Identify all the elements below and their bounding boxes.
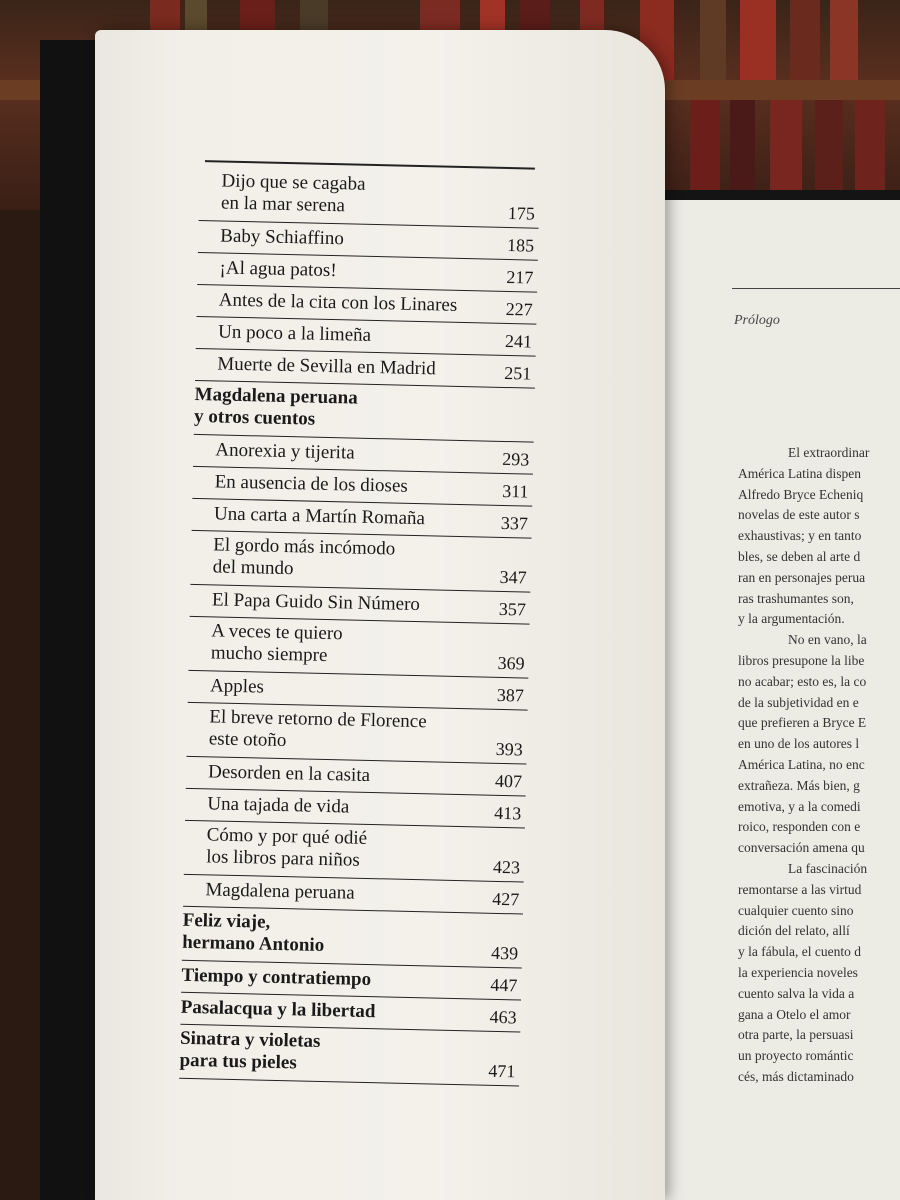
toc-entry-page: 175	[507, 203, 536, 224]
toc-entry-title: Magdalena peruana y otros cuentos	[193, 383, 358, 430]
toc-entry-page: 427	[492, 888, 520, 910]
prologue-line: cuento salva la vida a	[738, 985, 855, 1001]
prologue-line: no acabar; esto es, la co	[738, 673, 867, 689]
toc-entry-title: El Papa Guido Sin Número	[211, 589, 421, 616]
prologue-line: ran en personajes perua	[738, 569, 866, 585]
toc-entry-page: 337	[500, 512, 529, 534]
toc-entry-page: 413	[494, 802, 522, 824]
prologue-line: roico, responden con e	[738, 819, 861, 835]
prologue-line: dición del relato, allí	[738, 923, 850, 939]
toc-entry-title: Una tajada de vida	[207, 793, 350, 818]
prologue-line: de la subjetividad en e	[738, 694, 859, 710]
toc-entry-page: 251	[504, 362, 532, 384]
prologue-line: conversación amena qu	[738, 840, 865, 856]
prologue-line: otra parte, la persuasi	[738, 1027, 854, 1043]
toc-entry-title: En ausencia de los dioses	[214, 471, 409, 497]
toc-entry-title: Feliz viaje, hermano Antonio	[182, 909, 325, 957]
prologue-line: cualquier cuento sino	[738, 902, 854, 918]
prologue-line: exhaustivas; y en tanto	[738, 528, 862, 544]
prologue-line: América Latina dispen	[738, 465, 861, 481]
prologue-line: un proyecto romántic	[738, 1048, 854, 1064]
prologue-line: novelas de este autor s	[738, 507, 860, 523]
toc-entry-page: 227	[505, 298, 533, 320]
toc-entry-page: 439	[490, 942, 519, 964]
toc-entry-title: Magdalena peruana	[205, 879, 355, 904]
prologue-line: La fascinación	[788, 860, 868, 876]
header-rule	[732, 288, 900, 289]
toc-entry-title: Baby Schiaffino	[220, 225, 345, 250]
prologue-text	[738, 443, 900, 1088]
toc-entry-page: 369	[497, 652, 525, 674]
toc-entry	[199, 166, 540, 229]
toc-entry-page: 447	[490, 974, 518, 996]
prologue-line: y la fábula, el cuento d	[738, 944, 861, 960]
toc-entry-page: 471	[488, 1060, 516, 1082]
toc-entry-page: 393	[495, 738, 523, 760]
toc-entry-title: El gordo más incómodo del mundo	[212, 534, 396, 580]
toc-entry	[186, 702, 527, 765]
toc-entry-title: Cómo y por qué odié los libros para niños	[205, 824, 368, 871]
toc-entry-page: 241	[504, 330, 533, 352]
toc-entry-title: Tiempo y contratiempo	[181, 964, 372, 991]
right-page	[660, 200, 900, 1200]
toc-entry-title: Un poco a la limeña	[217, 321, 372, 346]
toc-entry-page: 357	[498, 598, 527, 620]
toc-entry-page: 463	[489, 1006, 517, 1028]
toc-entry-title: Apples	[209, 675, 265, 698]
toc-entry-page: 311	[501, 480, 529, 502]
prologue-line: y la argumentación.	[738, 611, 845, 627]
prologue-line: El extraordinar	[788, 445, 870, 460]
toc-entry-title: Anorexia y tijerita	[215, 439, 355, 464]
prologue-line: en uno de los autores l	[738, 736, 860, 752]
toc-entry-page: 423	[492, 856, 521, 878]
prologue-line: la experiencia noveles	[738, 964, 858, 980]
prologue-line: cés, más dictaminado	[738, 1068, 854, 1084]
prologue-line: que prefieren a Bryce E	[738, 715, 867, 731]
toc-entry-title: Pasalacqua y la libertad	[180, 996, 376, 1023]
prologue-line: gana a Otelo el amor	[738, 1006, 851, 1022]
toc-entry-title: ¡Al agua patos!	[219, 257, 337, 282]
prologue-line: América Latina, no enc	[738, 756, 865, 772]
prologue-line: extrañeza. Más bien, g	[738, 777, 860, 793]
toc-entry-title: Muerte de Sevilla en Madrid	[217, 353, 436, 380]
prologue-line: libros presupone la libe	[738, 652, 865, 668]
toc-entry	[194, 380, 535, 443]
toc-entry-title: Dijo que se cagaba en la mar serena	[220, 170, 366, 217]
toc-entry-page: 407	[494, 770, 523, 792]
toc-entry-title: A veces te quiero mucho siempre	[210, 620, 343, 667]
prologue-line: remontarse a las virtud	[738, 881, 862, 897]
toc-entry-page: 217	[506, 266, 534, 288]
toc-entry-page: 185	[506, 234, 535, 256]
prologue-line: ras trashumantes son,	[738, 590, 854, 606]
toc-entry	[179, 1024, 520, 1087]
toc-entry-page: 293	[502, 448, 530, 470]
toc-entry	[182, 906, 523, 969]
toc-entry	[188, 616, 529, 679]
page-header: Prólogo	[734, 313, 780, 328]
toc-entry-title: Sinatra y violetas para tus pieles	[179, 1027, 321, 1074]
toc-entry-title: Antes de la cita con los Linares	[218, 289, 458, 316]
toc-entry-page: 347	[499, 566, 527, 588]
toc-entry-title: Desorden en la casita	[207, 761, 371, 787]
prologue-line: No en vano, la	[788, 632, 867, 648]
prologue-line: bles, se deben al arte d	[738, 548, 861, 564]
toc-entry-title: Una carta a Martín Romaña	[213, 503, 426, 530]
toc-entry	[190, 530, 531, 593]
prologue-line: emotiva, y a la comedi	[738, 798, 861, 814]
toc-entry-title: El breve retorno de Florence este otoño	[208, 706, 427, 752]
toc-entry	[184, 820, 525, 883]
toc-entry-page: 387	[496, 684, 525, 706]
prologue-line: Alfredo Bryce Echeniq	[738, 486, 864, 502]
